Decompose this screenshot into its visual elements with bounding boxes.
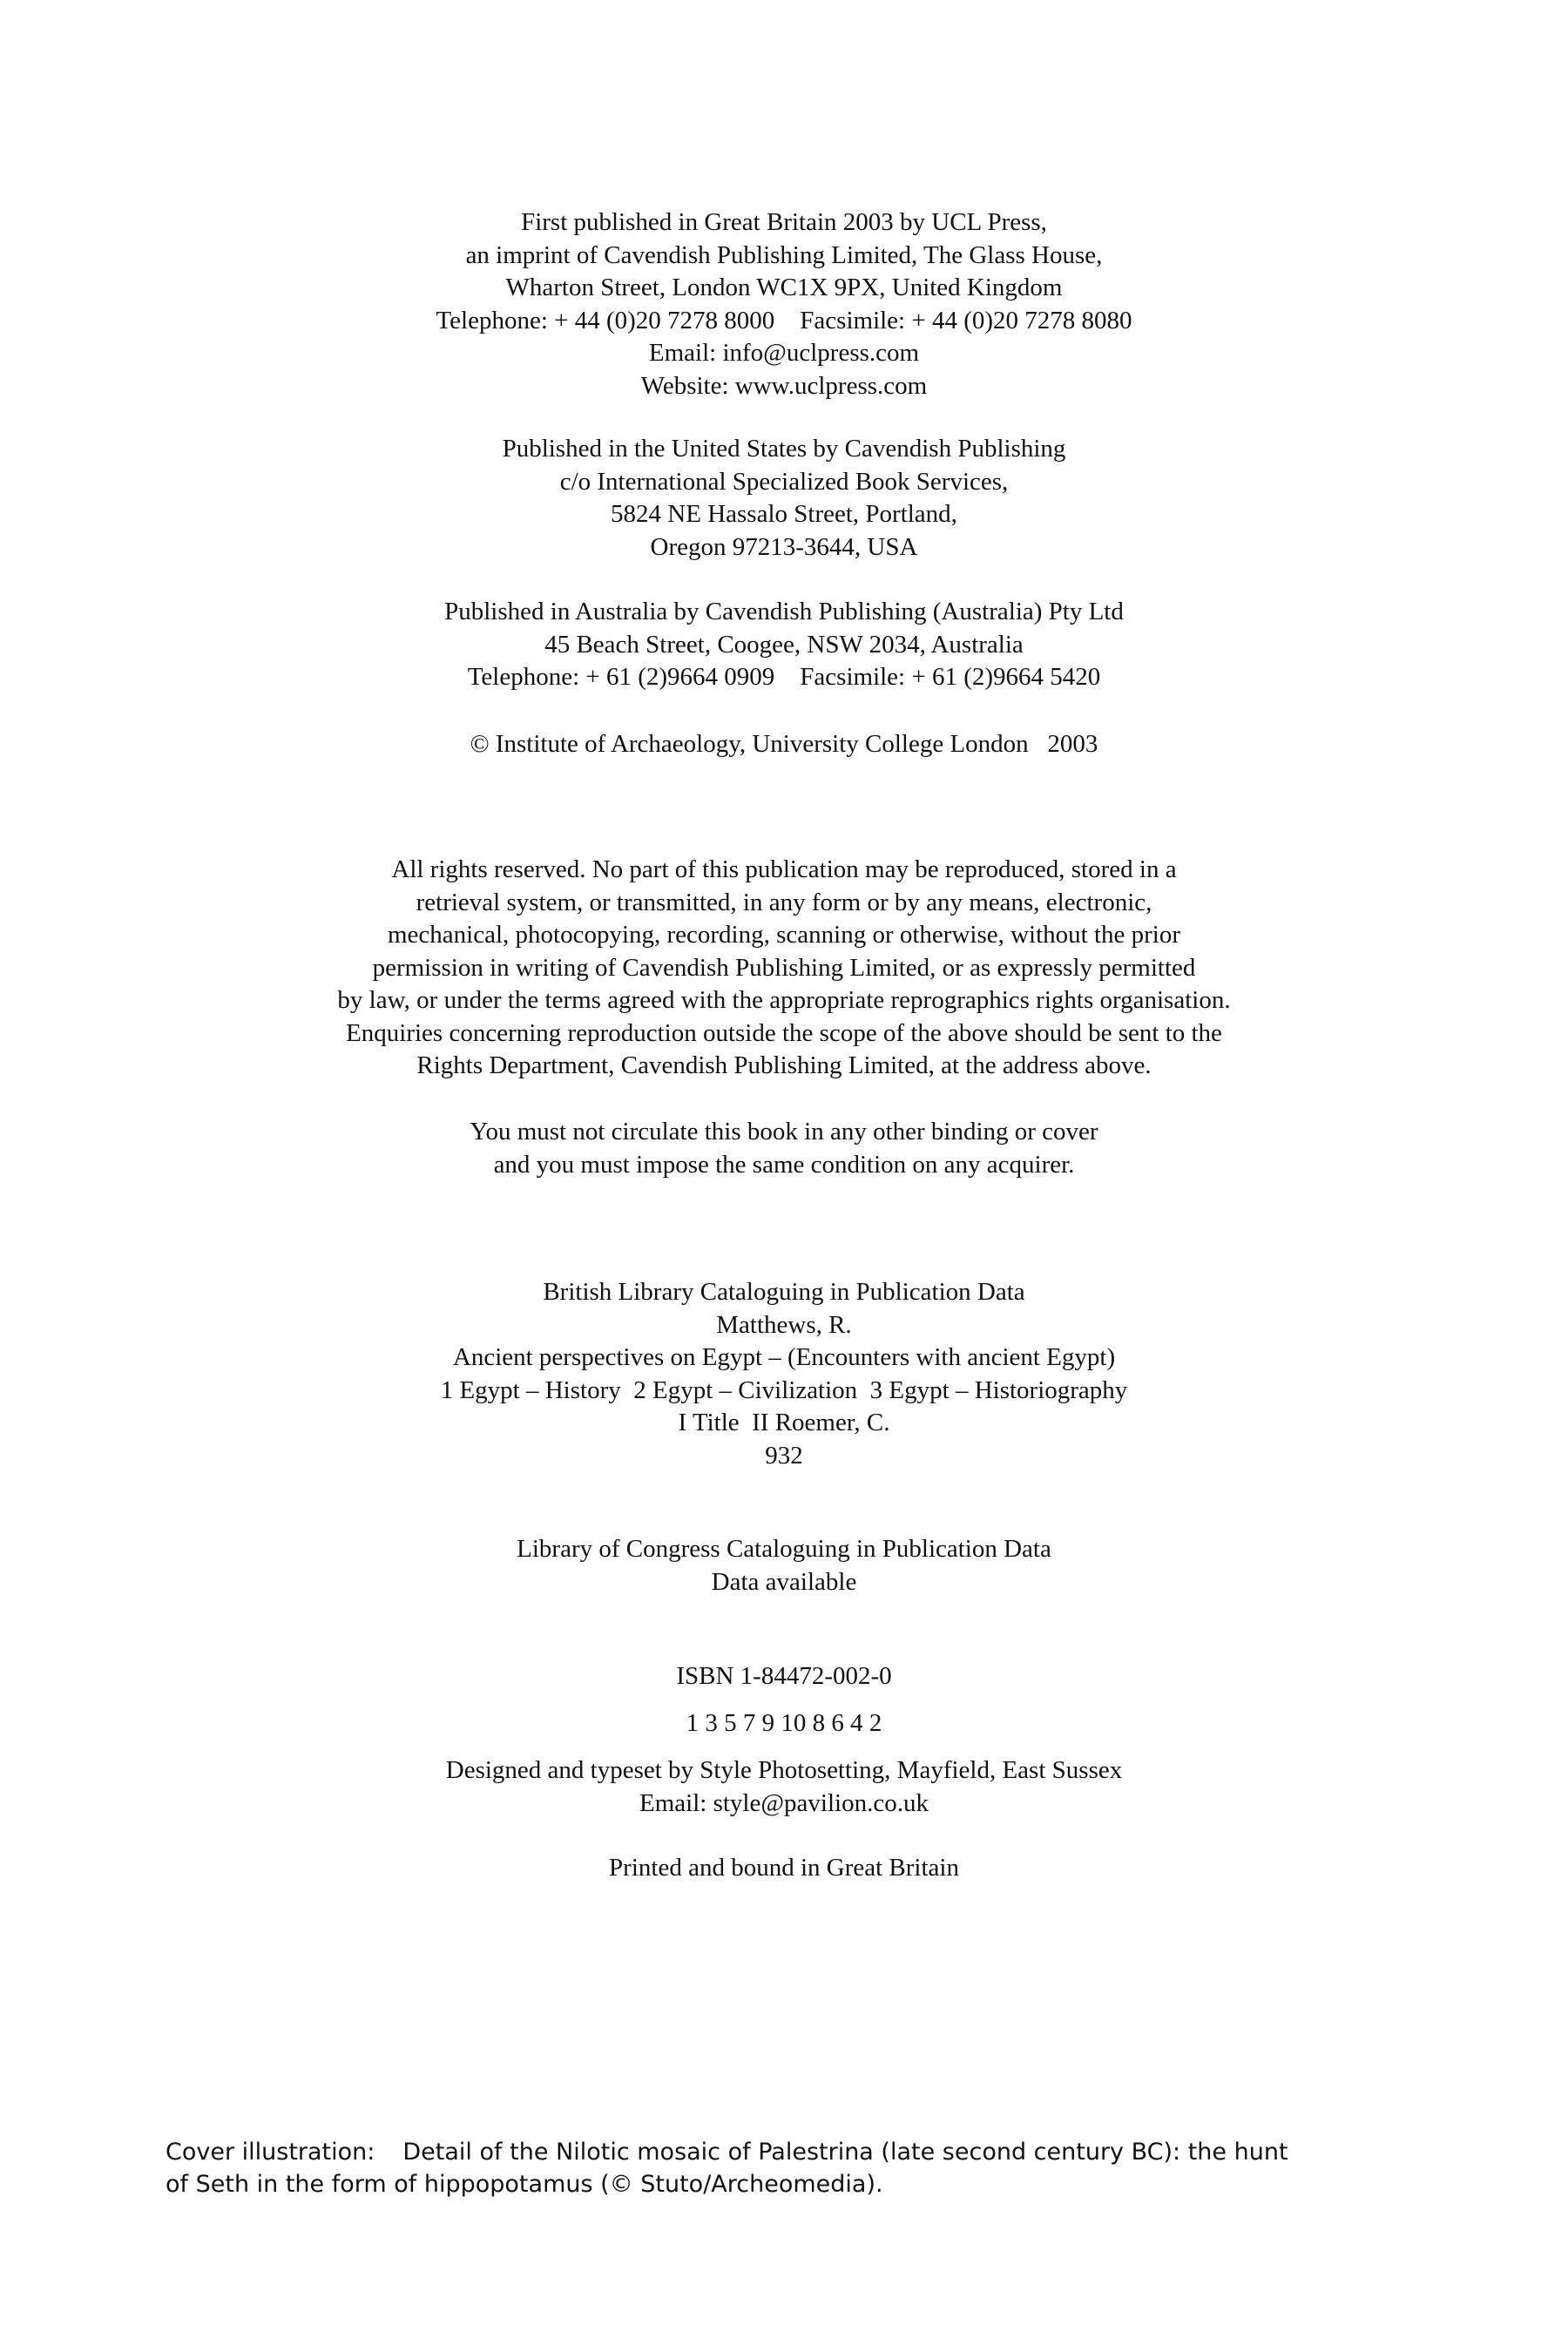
text-line: Oregon 97213-3644, USA	[650, 532, 918, 561]
copyright-notice	[174, 728, 1394, 761]
text-line: 45 Beach Street, Coogee, NSW 2034, Australia	[544, 630, 1024, 659]
publisher-uk-block	[174, 206, 1394, 402]
website-text: Website: www.uclpress.com	[640, 371, 928, 400]
text-line: an imprint of Cavendish Publishing Limited, The Glass House,	[465, 240, 1103, 269]
isbn-text: ISBN 1-84472-002-0	[676, 1662, 892, 1690]
text-line: Printed and bound in Great Britain	[609, 1854, 959, 1882]
text-line: mechanical, photocopying, recording, scanning or otherwise, without the prior	[387, 921, 1181, 949]
text-line: retrieval system, or transmitted, in any form or by any means, electronic,	[416, 888, 1152, 916]
text-line: Telephone: + 44 (0)20 7278 8000 Facsimile: + 44 (0)20 7278 8080	[436, 306, 1132, 335]
text-line: Wharton Street, London WC1X 9PX, United Kingdom	[505, 274, 1063, 301]
email-text: Email: info@uclpress.com	[648, 339, 920, 367]
text-line: Ancient perspectives on Egypt – (Encounters with ancient Egypt)	[452, 1343, 1116, 1371]
rights-reserved-block	[174, 854, 1394, 1083]
text-line: Rights Department, Cavendish Publishing Limited, at the address above.	[416, 1051, 1152, 1079]
text-line: I Title II Roemer, C.	[678, 1409, 890, 1436]
text-line: Matthews, R.	[716, 1310, 852, 1339]
text-line: permission in writing of Cavendish Publishing Limited, or as expressly permitted	[372, 953, 1196, 982]
text-line: Designed and typeset by Style Photosetting, Mayfield, East Sussex	[445, 1756, 1123, 1784]
cover-illustration-text: Detail of the Nilotic mosaic of Palestrina (late second century BC): the hunt	[402, 2139, 1288, 2166]
text-line: Published in the United States by Cavendish Publishing	[502, 435, 1066, 463]
text-line: Enquiries concerning reproduction outside the scope of the above should be sent to the	[346, 1018, 1222, 1047]
text-line: 1 Egypt – History 2 Egypt – Civilization 3 Egypt – Historiography	[440, 1375, 1128, 1404]
text-line: You must not circulate this book in any other binding or cover	[470, 1118, 1098, 1146]
text-line: British Library Cataloguing in Publication Data	[543, 1278, 1025, 1306]
printed-in	[174, 1852, 1394, 1885]
text-line: All rights reserved. No part of this publication may be reproduced, stored in a	[391, 855, 1177, 883]
text-line: c/o International Specialized Book Services,	[559, 467, 1009, 496]
text-line: 5824 NE Hassalo Street, Portland,	[611, 500, 957, 528]
text-line: by law, or under the terms agreed with the appropriate reprographics rights organisation.	[337, 986, 1231, 1014]
text-line: 1 3 5 7 9 10 8 6 4 2	[686, 1709, 882, 1737]
publisher-us-block	[174, 433, 1394, 564]
cover-illustration-text: of Seth in the form of hippopotamus (© Stuto/Archeomedia).	[166, 2171, 883, 2198]
cover-illustration-credit	[166, 2136, 1420, 2200]
email-text: Email: style@pavilion.co.uk	[639, 1788, 929, 1817]
circulation-notice	[174, 1116, 1394, 1181]
text-line: Data available	[711, 1567, 857, 1596]
text-line: Published in Australia by Cavendish Publishing (Australia) Pty Ltd	[444, 598, 1124, 625]
isbn	[174, 1660, 1394, 1693]
british-library-cip-block	[174, 1276, 1394, 1472]
typesetter-block	[174, 1754, 1394, 1820]
library-of-congress-cip-block	[174, 1533, 1394, 1598]
publisher-au-block	[174, 596, 1394, 694]
cover-illustration-label: Cover illustration:	[166, 2139, 375, 2166]
text-line: and you must impose the same condition on any acquirer.	[493, 1150, 1075, 1179]
text-line: Library of Congress Cataloguing in Publication Data	[517, 1535, 1051, 1563]
printing-number-line	[174, 1707, 1394, 1740]
text-line: Telephone: + 61 (2)9664 0909 Facsimile: + 61 (2)9664 5420	[467, 663, 1101, 691]
text-line: First published in Great Britain 2003 by UCL Press,	[521, 208, 1047, 236]
text-line: 932	[765, 1441, 803, 1470]
text-line: © Institute of Archaeology, University College London 2003	[470, 730, 1098, 758]
